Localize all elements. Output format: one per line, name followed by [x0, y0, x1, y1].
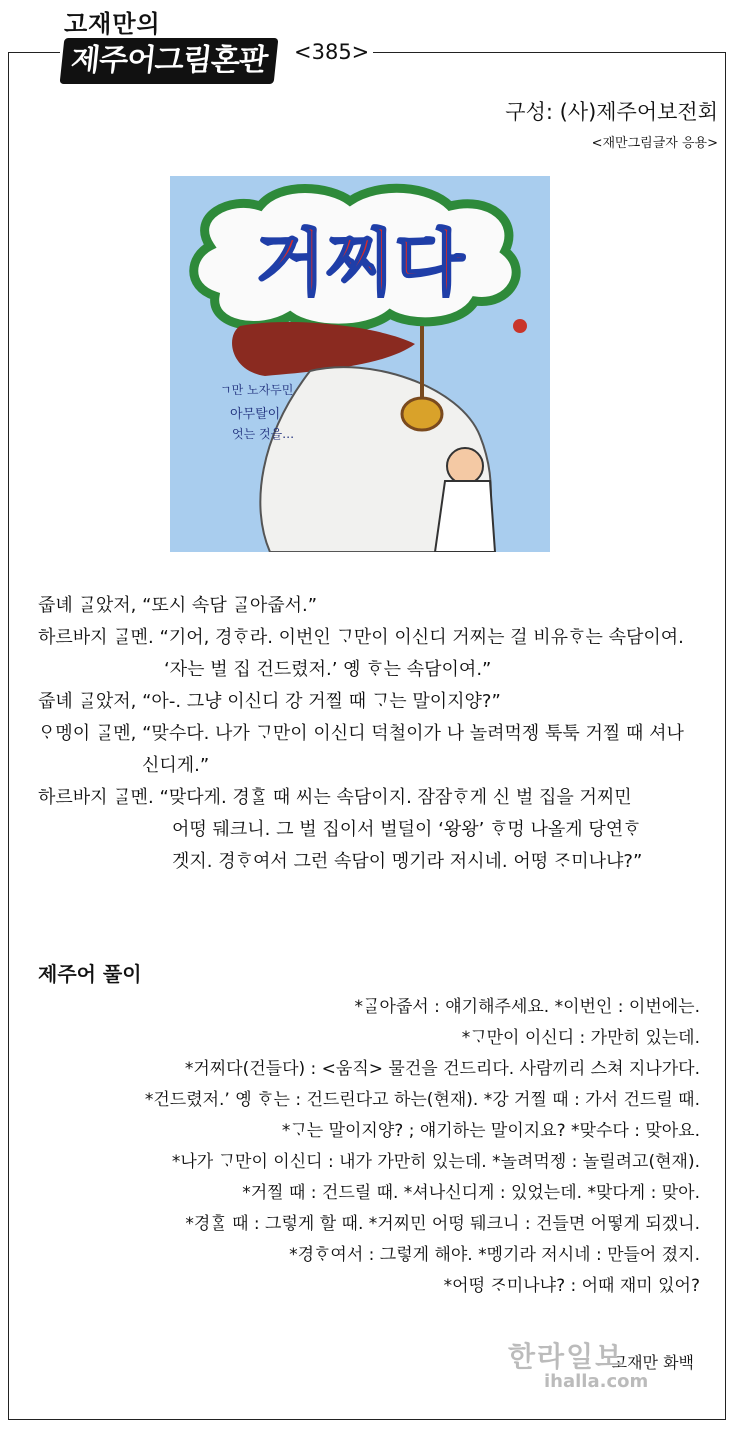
handwriting-3: 엇는 것을… [232, 427, 295, 441]
glossary-line: *거찔 때 : 건드릴 때. *셔나신디게 : 있었는데. *맞다게 : 맞아. [242, 1183, 700, 1203]
glossary-line: *어떵 ᄌᆞ미나냐? : 어때 재미 있어? [443, 1276, 700, 1296]
dialogue-line: 하르바지 ᄀᆞᆯ멘. “맞다게. 경ᄒᆞᆯ 때 씨는 속담이지. 잠잠ᄒᆞ게 신 벌 집을 거찌민 [38, 787, 632, 808]
cartoon-svg [170, 176, 550, 552]
child-body [435, 481, 495, 552]
handwriting-1: ㄱ만 노자두민 [220, 383, 294, 397]
series-logo [62, 38, 276, 84]
watermark-url: ihalla.com [544, 1371, 649, 1392]
glossary-line: *ᄀᆞ는 말이지양? ; 얘기하는 말이지요? *맞수다 : 맞아요. [281, 1121, 700, 1141]
credit-main: 구성: (사)제주어보전회 [505, 100, 718, 124]
dialogue-line: 신디게.” [142, 755, 210, 776]
cartoon-title: 거찌다 [255, 221, 465, 305]
credit-sub: <재만그림글자 응용> [591, 136, 718, 151]
issue-number: <385> [290, 40, 373, 64]
watermark-main: 한라일보 [508, 1340, 625, 1373]
dialogue [38, 590, 710, 878]
crab [513, 319, 527, 333]
glossary-line: *경ᄒᆞ여서 : 그렇게 해야. *멩기라 저시네 : 만들어 졌지. [289, 1245, 700, 1265]
glossary-line: *ᄀᆞᆯ아줍서 : 얘기해주세요. *이번인 : 이번에는. [354, 997, 700, 1017]
glossary-line: *나가 ᄀᆞ만이 이신디 : 내가 가만히 있는데. *놀려먹젱 : 놀릴려고(현재). [171, 1152, 700, 1172]
dialogue-line: ᄋᆞ멩이 ᄀᆞᆯ멘, “맞수다. 나가 ᄀᆞ만이 이신디 덕철이가 나 놀려먹젱 툭툭 거찔 때 셔나 [38, 723, 684, 744]
handwriting-2: 아무탈이 [230, 407, 281, 422]
dialogue-line: ‘자는 벌 집 건드렸저.’ 옝 ᄒᆞ는 속담이여.” [164, 659, 492, 680]
artist-credit: 고재만 화백 [611, 1353, 694, 1372]
child-head [447, 448, 483, 484]
dialogue-line: 겟지. 경ᄒᆞ여서 그런 속담이 멩기라 저시네. 어떵 ᄌᆞ미나냐?” [172, 851, 643, 872]
series-name: 고재만의 [64, 10, 161, 38]
series-logo-text: 제주어그림혼판 [60, 38, 279, 84]
dialogue-line: 하르바지 ᄀᆞᆯ멘. “기어, 경ᄒᆞ라. 이번인 ᄀᆞ만이 이신디 거찌는 걸 비유ᄒᆞ는 속담이여. [38, 627, 684, 648]
dialogue-line: 줍녜 ᄀᆞᆯ았저, “아-. 그냥 이신디 강 거찔 때 ᄀᆞ는 말이지양?” [38, 691, 501, 712]
cartoon-illustration [170, 176, 550, 552]
glossary-title: 제주어 풀이 [38, 962, 142, 986]
glossary-line: *거찌다(건들다) : <움직> 물건을 건드리다. 사람끼리 스쳐 지나가다. [184, 1059, 700, 1079]
glossary-line: *경ᄒᆞᆯ 때 : 그렇게 할 때. *거찌민 어떵 뒈크니 : 건들면 어떻게 되겠니. [185, 1214, 700, 1234]
beehive [402, 398, 442, 430]
watermark [508, 1335, 688, 1395]
glossary [20, 992, 700, 1302]
glossary-line: *ᄀᆞ만이 이신디 : 가만히 있는데. [461, 1028, 700, 1048]
dialogue-line: 줍녜 ᄀᆞᆯ았저, “또시 속담 ᄀᆞᆯ아줍서.” [38, 595, 318, 616]
dialogue-line: 어떵 뒈크니. 그 벌 집이서 벌덜이 ‘왕왕’ ᄒᆞ멍 나올게 당연ᄒᆞ [172, 819, 641, 840]
glossary-line: *건드렸저.’ 옝 ᄒᆞ는 : 건드린다고 하는(현재). *강 거찔 때 : 가서 건드릴 때. [144, 1090, 700, 1110]
